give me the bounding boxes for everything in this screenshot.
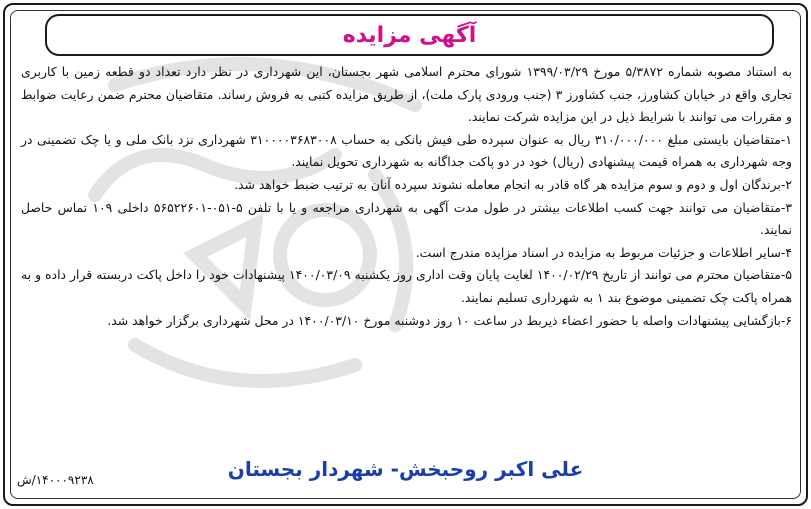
title-box <box>45 14 774 56</box>
intro-paragraph: به استناد مصوبه شماره ۵/۳۸۷۲ مورخ ۱۳۹۹/۰۳/۲۹ شورای محترم اسلامی شهر بجستان، این شهرداری در نظر دارد تعداد دو قطعه زمین با کاربری تجاری واقع در خیابان کشاورز، جنب کشاورز ۳ (جنب ورودی پارک ملت)، از طریق مزایده کتبی به فروش رساند. متقاضیان محترم ضمن رعایت ضوابط و مقررات می توانند با شرایط ذیل در این مزایده شرکت نمایند. <box>21 64 792 125</box>
ad-frame <box>3 3 808 506</box>
ad-code: ۱۴۰۰۰۹۲۳۸/ش <box>17 473 94 487</box>
condition-item-1: ۱-متقاضیان بایستی مبلغ ۳۱۰/۰۰۰/۰۰۰ ریال به عنوان سپرده طی فیش بانکی به حساب ۳۱۰۰۰۰۳۶۸۳۰۰۸ شهرداری نزد بانک ملی و یا چک تضمینی در وجه شهرداری به همراه قیمت پیشنهادی (ریال) خود در دو پاکت جداگانه به شهرداری تحویل نمایند. <box>21 131 792 170</box>
signature: علی اکبر روحبخش- شهردار بجستان <box>227 457 584 481</box>
condition-item-2: ۲-برندگان اول و دوم و سوم مزایده هر گاه قادر به انجام معامله نشوند سپرده آنان به ترتیب ضبط خواهد شد. <box>234 176 792 192</box>
ad-title: آگهی مزایده <box>342 22 477 48</box>
condition-item-4: ۴-سایر اطلاعات و جزئیات مربوط به مزایده در اسناد مزایده مندرج است. <box>415 244 792 260</box>
ad-body <box>21 61 792 332</box>
condition-item-5: ۵-متقاضیان محترم می توانند از تاریخ ۱۴۰۰/۰۲/۲۹ لغایت پایان وقت اداری روز یکشنبه ۱۴۰۰/۰۳/۰۹ پیشنهادات خود را داخل پاکت دربسته قرار داده و به همراه پاکت چک تضمینی موضوع بند ۱ به شهرداری تسلیم نمایند. <box>21 267 792 305</box>
condition-item-3: ۳-متقاضیان می توانند جهت کسب اطلاعات بیشتر در طول مدت آگهی به شهرداری مراجعه و یا با تلفن ۵-۰۵۱-۵۶۵۲۲۶۰۱ داخلی ۱۰۹ تماس حاصل نمایند. <box>21 199 792 238</box>
condition-item-6: ۶-بازگشایی پیشنهادات واصله با حضور اعضاء ذیربط در ساعت ۱۰ روز دوشنبه مورخ ۱۴۰۰/۰۳/۱۰ در محل شهرداری برگزار خواهد شد. <box>107 312 792 328</box>
